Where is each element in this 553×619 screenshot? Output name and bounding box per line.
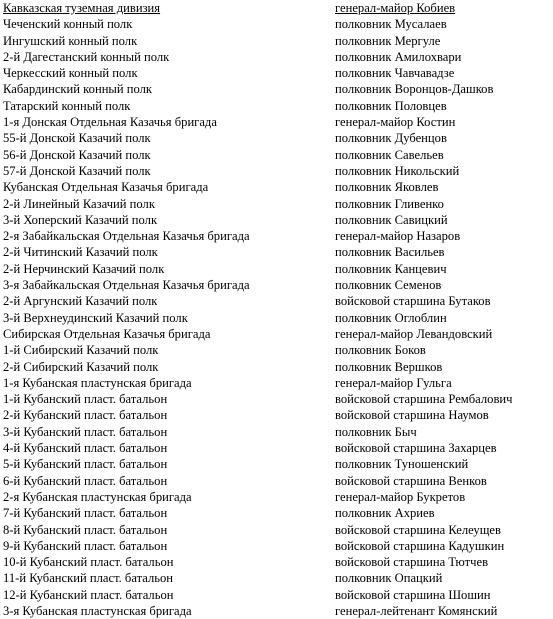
- commander-name: полковник Вершков: [335, 359, 443, 374]
- unit-name: 3-й Хоперский Казачий полк: [3, 212, 158, 227]
- unit-name: Кабардинский конный полк: [3, 82, 153, 97]
- list-item: [3, 196, 551, 212]
- list-item: [3, 538, 551, 554]
- commander-name: генерал-майор Назаров: [335, 229, 461, 244]
- commander-name: полковник Канцевич: [335, 261, 447, 276]
- unit-name: 12-й Кубанский пласт. батальон: [3, 587, 174, 602]
- list-item: [3, 228, 551, 244]
- unit-name: 2-й Дагестанский конный полк: [3, 49, 170, 64]
- unit-name: 2-я Забайкальская Отдельная Казачья бригада: [3, 229, 250, 244]
- commander-name: войсковой старшина Шошин: [335, 587, 491, 602]
- unit-name: 2-й Сибирский Казачий полк: [3, 359, 159, 374]
- list-item: [3, 244, 551, 260]
- unit-name: Сибирская Отдельная Казачья бригада: [3, 326, 211, 341]
- unit-name: 4-й Кубанский пласт. батальон: [3, 441, 168, 456]
- unit-name: 57-й Донской Казачий полк: [3, 163, 151, 178]
- commander-name: полковник Савицкий: [335, 212, 448, 227]
- unit-name: 3-я Кубанская пластунская бригада: [3, 603, 192, 618]
- unit-name: 2-й Кубанский пласт. батальон: [3, 408, 168, 423]
- list-item: [3, 603, 551, 619]
- list-item: [3, 489, 551, 505]
- list-item: [3, 375, 551, 391]
- unit-name: 2-й Аргунский Казачий полк: [3, 294, 158, 309]
- commander-name: войсковой старшина Тютчев: [335, 555, 489, 570]
- unit-name: Черкесский конный полк: [3, 66, 138, 81]
- commander-name: полковник Васильев: [335, 245, 445, 260]
- list-item: [3, 359, 551, 375]
- list-item: [3, 33, 551, 49]
- commander-name: генерал-майор Левандовский: [335, 326, 493, 341]
- unit-name: 10-й Кубанский пласт. батальон: [3, 555, 174, 570]
- unit-name: 11-й Кубанский пласт. батальон: [3, 571, 174, 586]
- commander-name: полковник Гливенко: [335, 196, 444, 211]
- list-rows: [3, 16, 551, 619]
- unit-name: 1-я Донская Отдельная Казачья бригада: [3, 115, 217, 130]
- list-item: [3, 130, 551, 146]
- commander-name: войсковой старшина Венков: [335, 473, 487, 488]
- unit-name: 56-й Донской Казачий полк: [3, 147, 151, 162]
- list-item: [3, 554, 551, 570]
- list-item: [3, 49, 551, 65]
- list-item: [3, 407, 551, 423]
- list-item: [3, 473, 551, 489]
- unit-commander-list: [3, 0, 551, 619]
- commander-name: генерал-майор Костин: [335, 115, 456, 130]
- commander-name: генерал-майор Гульга: [335, 375, 452, 390]
- unit-name: 8-й Кубанский пласт. батальон: [3, 522, 168, 537]
- list-item: [3, 293, 551, 309]
- list-item: [3, 65, 551, 81]
- unit-name: 2-й Нерчинский Казачий полк: [3, 261, 165, 276]
- unit-name: 5-й Кубанский пласт. батальон: [3, 457, 168, 472]
- commander-name: полковник Ахриев: [335, 506, 435, 521]
- commander-name: войсковой старшина Рембалович: [335, 392, 513, 407]
- commander-name: войсковой старшина Захарцев: [335, 441, 497, 456]
- commander-name: войсковой старшина Келеущев: [335, 522, 501, 537]
- unit-name: Чеченский конный полк: [3, 17, 133, 32]
- unit-name: 6-й Кубанский пласт. батальон: [3, 473, 168, 488]
- commander-name: полковник Чавчавадзе: [335, 66, 455, 81]
- commander-name: генерал-лейтенант Комянский: [335, 603, 498, 618]
- unit-name: 2-й Читинский Казачий полк: [3, 245, 158, 260]
- list-item: [3, 261, 551, 277]
- commander-name: полковник Савельев: [335, 147, 444, 162]
- commander-name: полковник Туношенский: [335, 457, 469, 472]
- list-item: [3, 505, 551, 521]
- unit-name: Ингушский конный полк: [3, 33, 138, 48]
- commander-name: полковник Быч: [335, 424, 417, 439]
- commander-name: полковник Воронцов-Дашков: [335, 82, 494, 97]
- list-item: [3, 456, 551, 472]
- unit-name: 7-й Кубанский пласт. батальон: [3, 506, 168, 521]
- unit-name: 1-й Сибирский Казачий полк: [3, 343, 159, 358]
- list-item: [3, 212, 551, 228]
- unit-name: 1-й Кубанский пласт. батальон: [3, 392, 168, 407]
- unit-name: Кубанская Отдельная Казачья бригада: [3, 180, 209, 195]
- header-commander-name: генерал-майор Кобиев: [335, 1, 456, 15]
- header-unit-name: Кавказская туземная дивизия: [3, 1, 161, 15]
- commander-name: войсковой старшина Кадушкин: [335, 538, 505, 553]
- commander-name: войсковой старшина Наумов: [335, 408, 489, 423]
- list-item: [3, 326, 551, 342]
- commander-name: войсковой старшина Бутаков: [335, 294, 491, 309]
- list-item: [3, 522, 551, 538]
- commander-name: полковник Мергуле: [335, 33, 441, 48]
- commander-name: полковник Мусалаев: [335, 17, 447, 32]
- list-item: [3, 81, 551, 97]
- unit-name: 3-й Кубанский пласт. батальон: [3, 424, 168, 439]
- unit-name: 2-й Линейный Казачий полк: [3, 196, 155, 211]
- list-item: [3, 147, 551, 163]
- list-item: [3, 179, 551, 195]
- unit-name: 3-й Верхнеудинский Казачий полк: [3, 310, 188, 325]
- list-item: [3, 440, 551, 456]
- commander-name: полковник Амилохвари: [335, 49, 462, 64]
- list-item: [3, 570, 551, 586]
- list-item: [3, 163, 551, 179]
- commander-name: полковник Дубенцов: [335, 131, 447, 146]
- list-item: [3, 587, 551, 603]
- unit-name: 1-я Кубанская пластунская бригада: [3, 375, 192, 390]
- list-header-row: [3, 0, 551, 16]
- commander-name: генерал-майор Букретов: [335, 489, 466, 504]
- list-item: [3, 16, 551, 32]
- commander-name: полковник Половцев: [335, 98, 447, 113]
- list-item: [3, 114, 551, 130]
- unit-name: Татарский конный полк: [3, 98, 131, 113]
- commander-name: полковник Яковлев: [335, 180, 439, 195]
- unit-name: 2-я Кубанская пластунская бригада: [3, 489, 192, 504]
- list-item: [3, 342, 551, 358]
- commander-name: полковник Никольский: [335, 163, 460, 178]
- commander-name: полковник Оглоблин: [335, 310, 447, 325]
- list-item: [3, 277, 551, 293]
- commander-name: полковник Семенов: [335, 278, 442, 293]
- unit-name: 9-й Кубанский пласт. батальон: [3, 538, 168, 553]
- list-item: [3, 391, 551, 407]
- list-item: [3, 98, 551, 114]
- list-item: [3, 424, 551, 440]
- unit-name: 3-я Забайкальская Отдельная Казачья бригада: [3, 278, 250, 293]
- commander-name: полковник Опацкий: [335, 571, 443, 586]
- list-item: [3, 310, 551, 326]
- unit-name: 55-й Донской Казачий полк: [3, 131, 151, 146]
- commander-name: полковник Боков: [335, 343, 426, 358]
